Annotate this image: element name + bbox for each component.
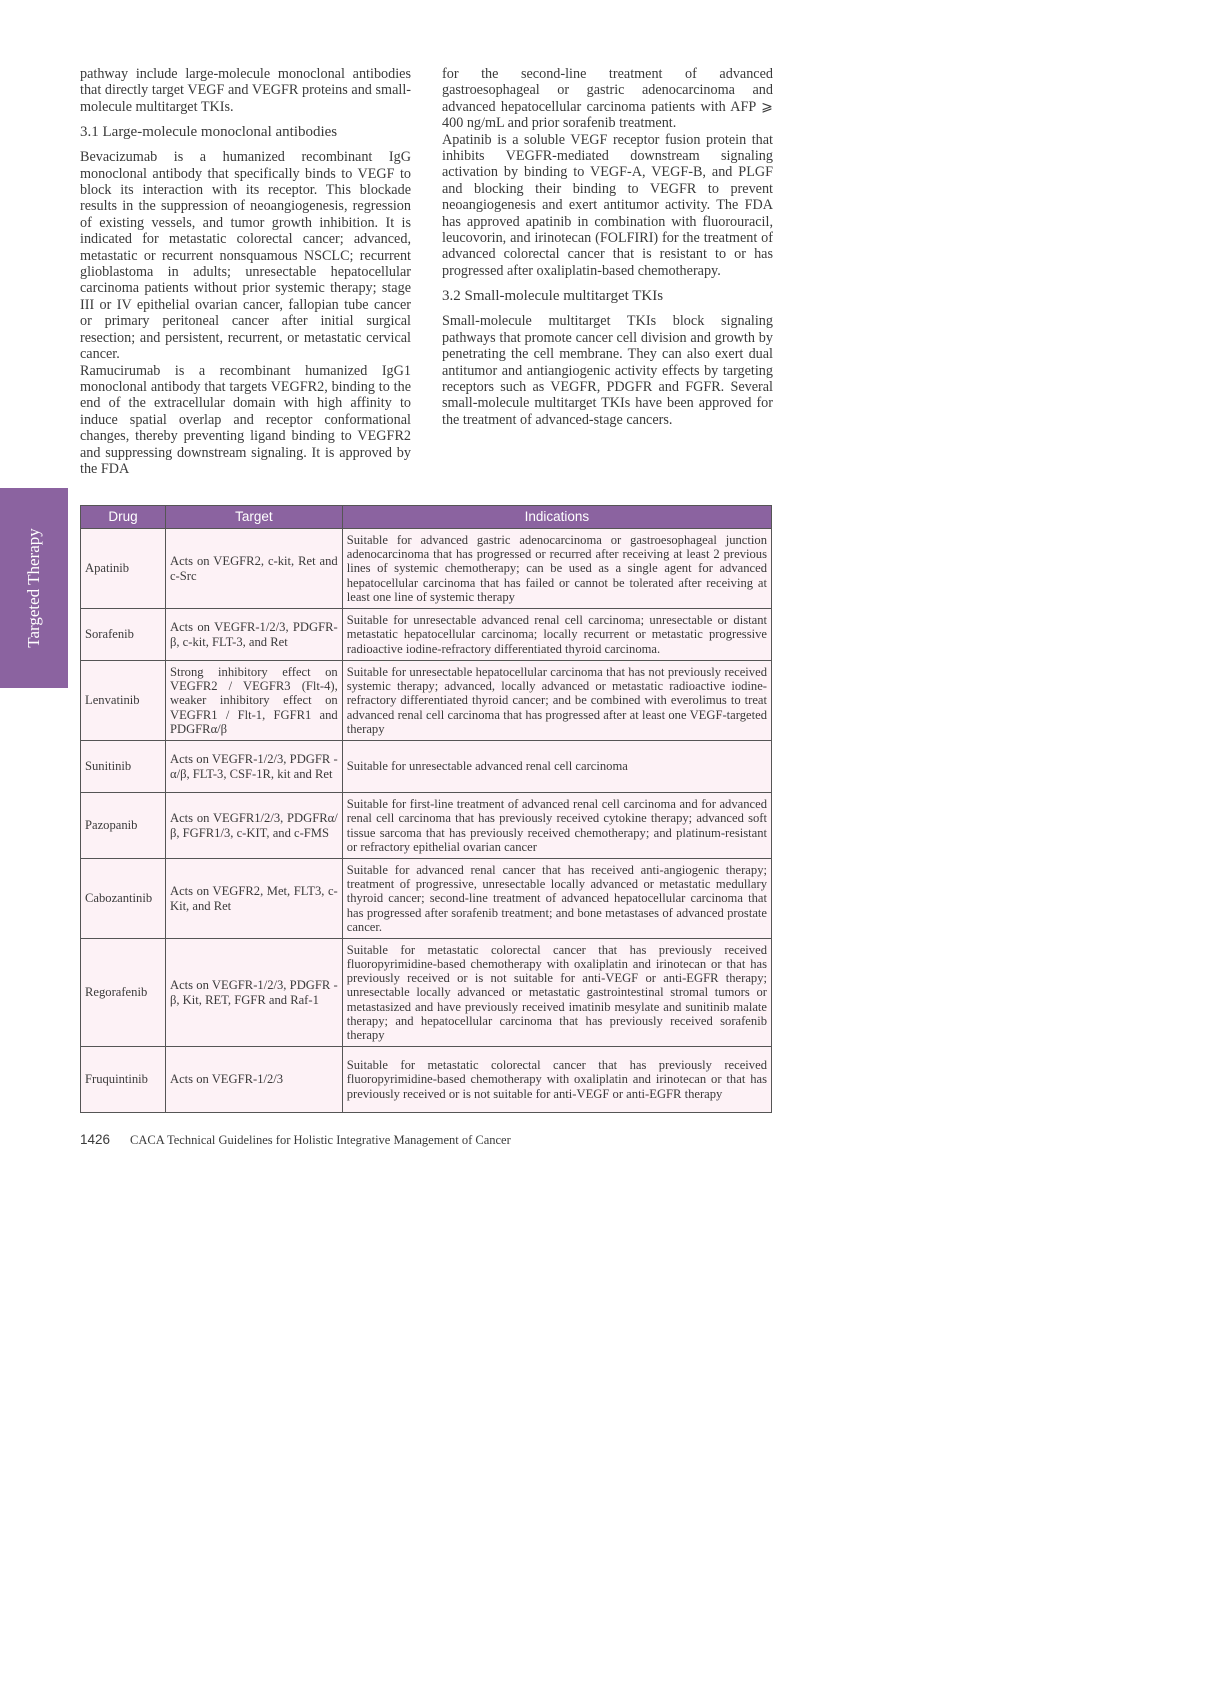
- right-column: [442, 66, 773, 428]
- target-cell: Strong inhibitory effect on VEGFR2 / VEGFR3 (Flt-4), weaker inhibitory effect on VEGFR1 / Flt-1, FGFR1 and PDGFRα/β: [165, 661, 342, 741]
- indications-cell: Suitable for metastatic colorectal cancer that has previously received fluoropyrimidine-based chemotherapy with oxaliplatin and irinotecan or that has previously received or is not suitable for anti-VEGF or anti-EGFR therapy: [342, 1047, 771, 1113]
- drug-cell: Apatinib: [81, 529, 166, 609]
- column-header-target: Target: [165, 506, 342, 529]
- column-header-indications: Indications: [342, 506, 771, 529]
- paragraph: Small-molecule multitarget TKIs block signaling pathways that promote cancer cell division and growth by penetrating the cell membrane. They can also exert dual antitumor and antiangiogenic activity effects by targeting receptors such as VEGFR, PDGFR and FGFR. Several small-molecule multitarget TKIs have been approved for the treatment of advanced-stage cancers.: [442, 313, 773, 428]
- table-row: [81, 939, 772, 1047]
- paragraph: Bevacizumab is a humanized recombinant IgG monoclonal antibody that specifically binds to VEGF to block its interaction with its receptor. This blockade results in the suppression of neoangiogenesis, regression of existing vessels, and tumor growth inhibition. It is indicated for metastatic colorectal cancer; advanced, metastatic or recurrent nonsquamous NSCLC; recurrent glioblastoma in adults; unresectable hepatocellular carcinoma patients without prior systemic therapy; stage III or IV epithelial ovarian cancer, fallopian tube cancer or primary peritoneal cancer after initial surgical resection; and persistent, recurrent, or metastatic cervical cancer.: [80, 149, 411, 363]
- section-heading: 3.1 Large-molecule monoclonal antibodies: [80, 124, 338, 141]
- table-row: [81, 793, 772, 859]
- paragraph: Apatinib is a soluble VEGF receptor fusion protein that inhibits VEGFR-mediated downstream signaling activation by binding to VEGF-A, VEGF-B, and PLGF and blocking their binding to VEGFR to prevent neoangiogenesis and exert antitumor activity. The FDA has approved apatinib in combination with fluorouracil, leucovorin, and irinotecan (FOLFIRI) for the treatment of advanced colorectal cancer that is resistant to or has progressed after oxaliplatin-based chemotherapy.: [442, 131, 773, 279]
- paragraph: Ramucirumab is a recombinant humanized IgG1 monoclonal antibody that targets VEGFR2, binding to the end of the extracellular domain with high affinity to induce spatial overlap and receptor conformational changes, thereby preventing ligand binding to VEGFR2 and suppressing downstream signaling. It is approved by the FDA: [80, 362, 411, 477]
- drug-table: [80, 505, 772, 1113]
- indications-cell: Suitable for unresectable advanced renal cell carcinoma; unresectable or distant metastatic hepatocellular carcinoma; locally recurrent or metastatic progressive radioactive iodine-refractory differentiated thyroid carcinoma.: [342, 609, 771, 661]
- drug-cell: Lenvatinib: [81, 661, 166, 741]
- target-cell: Acts on VEGFR1/2/3, PDGFRα/β, FGFR1/3, c-KIT, and c-FMS: [165, 793, 342, 859]
- table-row: [81, 859, 772, 939]
- drug-cell: Pazopanib: [81, 793, 166, 859]
- table-row: [81, 741, 772, 793]
- drug-cell: Fruquintinib: [81, 1047, 166, 1113]
- drug-cell: Sorafenib: [81, 609, 166, 661]
- target-cell: Acts on VEGFR2, Met, FLT3, c-Kit, and Ret: [165, 859, 342, 939]
- section-heading: 3.2 Small-molecule multitarget TKIs: [442, 288, 664, 305]
- table-row: [81, 529, 772, 609]
- indications-cell: Suitable for advanced gastric adenocarcinoma or gastroesophageal junction adenocarcinoma that has progressed or recurred after receiving at least 2 previous lines of systemic chemotherapy; can be used as a single agent for advanced hepatocellular carcinoma that has failed or cannot be tolerated after receiving at least one line of systemic therapy: [342, 529, 771, 609]
- target-cell: Acts on VEGFR-1/2/3, PDGFR - β, Kit, RET, FGFR and Raf-1: [165, 939, 342, 1047]
- side-tab-label: Targeted Therapy: [24, 528, 43, 648]
- table-row: [81, 609, 772, 661]
- left-column: [80, 66, 411, 477]
- column-header-drug: Drug: [81, 506, 166, 529]
- target-cell: Acts on VEGFR-1/2/3, PDGFR - α/β, FLT-3, CSF-1R, kit and Ret: [165, 741, 342, 793]
- table-row: [81, 1047, 772, 1113]
- drug-cell: Regorafenib: [81, 939, 166, 1047]
- drug-cell: Cabozantinib: [81, 859, 166, 939]
- drug-cell: Sunitinib: [81, 741, 166, 793]
- target-cell: Acts on VEGFR-1/2/3: [165, 1047, 342, 1113]
- side-tab: [0, 488, 68, 688]
- page-number: 1426: [80, 1132, 111, 1147]
- indications-cell: Suitable for first-line treatment of advanced renal cell carcinoma and for advanced renal cell carcinoma that has previously received cytokine therapy; advanced soft tissue sarcoma that has previously received chemotherapy; and platinum-resistant or refractory epithelial ovarian cancer: [342, 793, 771, 859]
- table-row: [81, 661, 772, 741]
- running-title: CACA Technical Guidelines for Holistic Integrative Management of Cancer: [130, 1133, 511, 1147]
- paragraph: for the second-line treatment of advanced gastroesophageal or gastric adenocarcinoma and advanced hepatocellular carcinoma patients with AFP ⩾ 400 ng/mL and prior sorafenib treatment.: [442, 66, 773, 132]
- paragraph: pathway include large-molecule monoclonal antibodies that directly target VEGF and VEGFR proteins and small-molecule multitarget TKIs.: [80, 66, 411, 115]
- target-cell: Acts on VEGFR-1/2/3, PDGFR-β, c-kit, FLT-3, and Ret: [165, 609, 342, 661]
- page-footer: [80, 1132, 511, 1148]
- indications-cell: Suitable for unresectable advanced renal cell carcinoma: [342, 741, 771, 793]
- indications-cell: Suitable for advanced renal cancer that has received anti-angiogenic therapy; treatment of progressive, unresectable locally advanced or metastatic medullary thyroid cancer; second-line treatment of advanced hepatocellular carcinoma that has progressed after sorafenib treatment; and bone metastases of advanced prostate cancer.: [342, 859, 771, 939]
- target-cell: Acts on VEGFR2, c-kit, Ret and c-Src: [165, 529, 342, 609]
- indications-cell: Suitable for metastatic colorectal cancer that has previously received fluoropyrimidine-based chemotherapy with oxaliplatin and irinotecan or that has previously received or is not suitable for anti-VEGF or anti-EGFR therapy; unresectable locally advanced or metastatic gastrointestinal stromal tumors or metastasized and have previously received imatinib mesylate and sunitinib malate therapy; and hepatocellular carcinoma that has previously received sorafenib therapy: [342, 939, 771, 1047]
- indications-cell: Suitable for unresectable hepatocellular carcinoma that has not previously received systemic therapy; advanced, locally advanced or metastatic radioactive iodine-refractory differentiated thyroid cancer; and be combined with everolimus to treat advanced renal cell carcinoma that has progressed after at least one VEGF-targeted therapy: [342, 661, 771, 741]
- table-header-row: [81, 506, 772, 529]
